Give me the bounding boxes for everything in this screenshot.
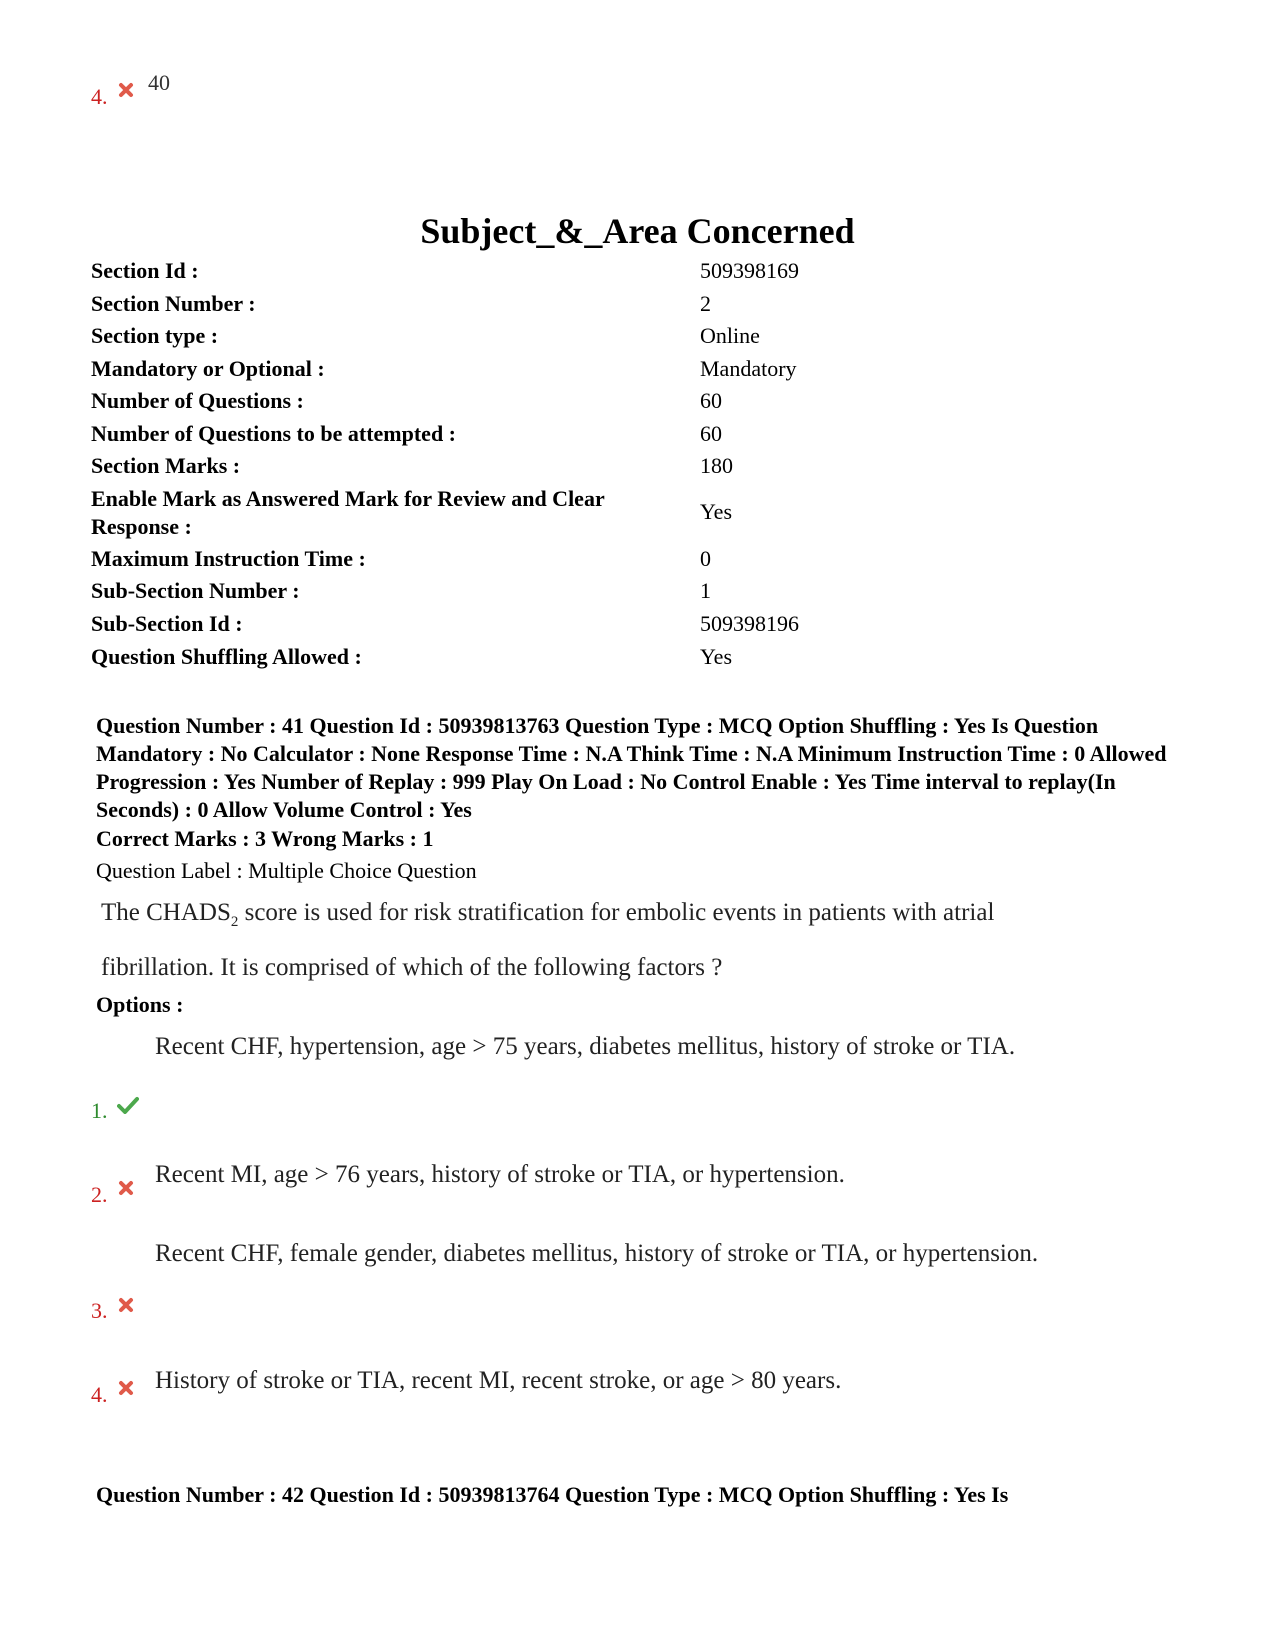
check-icon xyxy=(117,1096,139,1114)
num-questions-value: 60 xyxy=(700,388,722,413)
section-id-value: 509398169 xyxy=(700,258,799,283)
cross-icon xyxy=(118,1297,134,1313)
option-text: Recent CHF, female gender, diabetes mellitus, history of stroke or TIA, or hypertension. xyxy=(155,1240,1039,1267)
option-number: 2. xyxy=(91,1182,108,1207)
option-text: Recent MI, age > 76 years, history of stroke or TIA, or hypertension. xyxy=(155,1161,845,1188)
mandatory-label: Mandatory or Optional : xyxy=(91,356,325,381)
options-heading: Options : xyxy=(96,992,184,1017)
option-text: History of stroke or TIA, recent MI, recent stroke, or age > 80 years. xyxy=(155,1367,842,1394)
question-marks: Correct Marks : 3 Wrong Marks : 1 xyxy=(96,826,434,851)
option-text: Recent CHF, hypertension, age > 75 years, diabetes mellitus, history of stroke or TIA. xyxy=(155,1033,1016,1060)
subsection-number-value: 1 xyxy=(700,578,711,603)
question-meta: Question Number : 41 Question Id : 50939813763 Question Type : MCQ Option Shuffling : Yes Is Question Mandatory : No Calculator : None Response Time : N.A Think Time : N.A Minimum Instruction Time : 0 Allowed Progression : Yes Number of Replay : 999 Play On Load : No Control Enable : Yes Time interval to replay(In Seconds) : 0 Allow Volume Control : Yes xyxy=(96,713,1167,822)
next-question-meta: Question Number : 42 Question Id : 50939813764 Question Type : MCQ Option Shuffling : Yes Is xyxy=(96,1482,1009,1507)
question-text: The $CHADS_2$ score is used for risk stratification for embolic events in patients with atrial fibrillation. It is comprised of which of the following factors ? xyxy=(101,899,995,981)
section-type-value: Online xyxy=(700,323,760,348)
section-id-label: Section Id : xyxy=(91,258,199,283)
section-number-label: Section Number : xyxy=(91,291,256,316)
subsection-number-label: Sub-Section Number : xyxy=(91,578,300,603)
max-instruction-value: 0 xyxy=(700,546,711,571)
cross-icon xyxy=(118,82,134,98)
subsection-id-label: Sub-Section Id : xyxy=(91,611,243,636)
mandatory-value: Mandatory xyxy=(700,356,797,381)
question-label: Question Label : Multiple Choice Question xyxy=(96,858,477,883)
option-number: 1. xyxy=(91,1098,108,1123)
section-marks-value: 180 xyxy=(700,453,733,478)
section-number-value: 2 xyxy=(700,291,711,316)
subsection-id-value: 509398196 xyxy=(700,611,799,636)
option-number: 4. xyxy=(91,1382,108,1407)
num-attempted-value: 60 xyxy=(700,421,722,446)
option-text: 40 xyxy=(148,70,170,95)
section-title: Subject_&_Area Concerned xyxy=(420,211,855,251)
shuffling-value: Yes xyxy=(700,644,733,669)
option-number: 3. xyxy=(91,1298,108,1323)
num-questions-label: Number of Questions : xyxy=(91,388,304,413)
enable-mark-label: Enable Mark as Answered Mark for Review and Clear Response : xyxy=(91,486,605,539)
option-number: 4. xyxy=(91,84,108,109)
cross-icon xyxy=(118,1380,134,1396)
shuffling-label: Question Shuffling Allowed : xyxy=(91,644,362,669)
section-type-label: Section type : xyxy=(91,323,219,348)
num-attempted-label: Number of Questions to be attempted : xyxy=(91,421,457,446)
max-instruction-label: Maximum Instruction Time : xyxy=(91,546,366,571)
enable-mark-value: Yes xyxy=(700,499,733,524)
section-marks-label: Section Marks : xyxy=(91,453,241,478)
cross-icon xyxy=(118,1180,134,1196)
